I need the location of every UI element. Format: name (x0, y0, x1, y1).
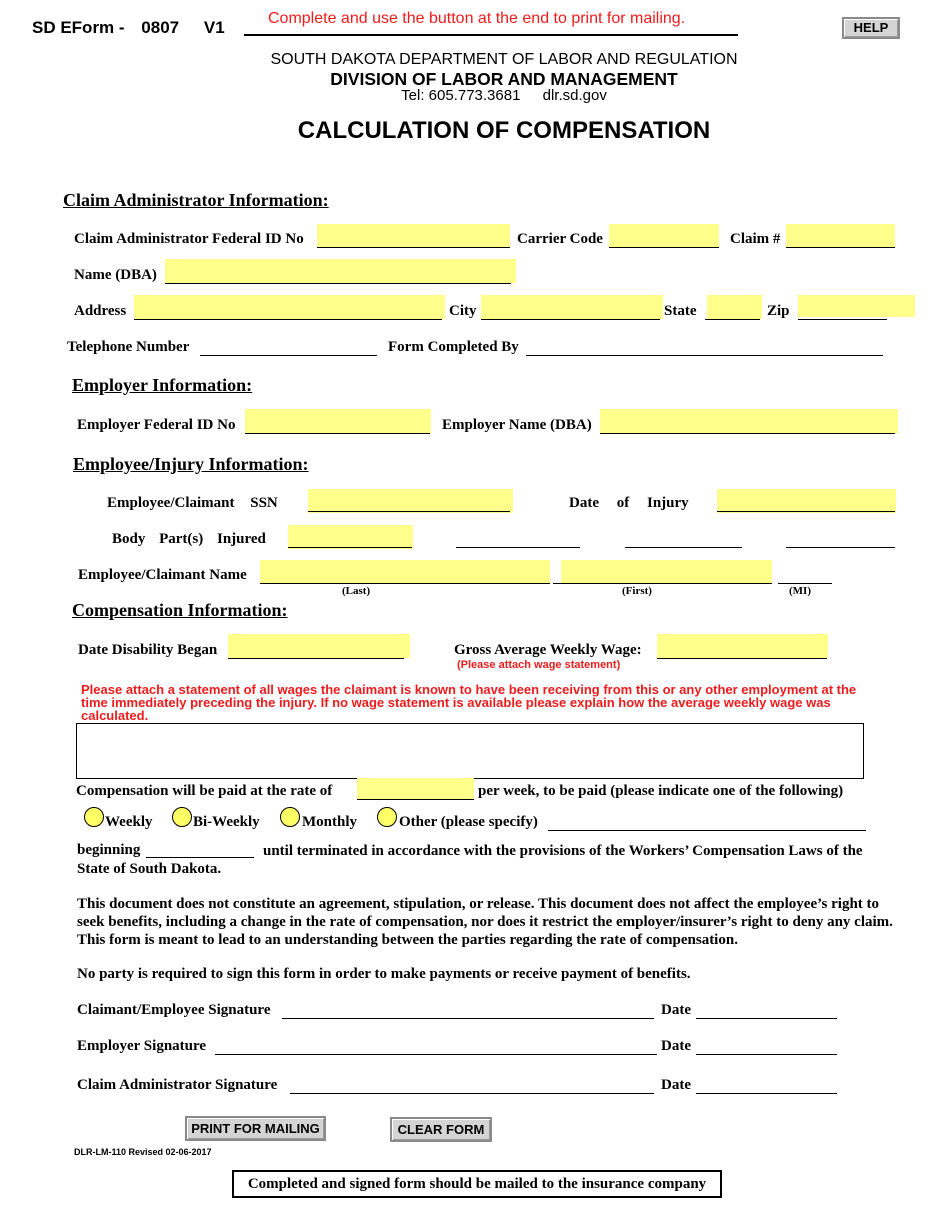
gross-wage-input[interactable] (657, 634, 828, 658)
monthly-label: Monthly (302, 814, 358, 830)
other-specify-input[interactable] (548, 830, 866, 831)
body-part-1-underline (288, 547, 412, 548)
biweekly-radio[interactable] (172, 807, 192, 827)
telephone-input[interactable] (200, 355, 377, 356)
disclaimer-paragraph: This document does not constitute an agreement, stipulation, or release. This document does not affect the employee’s right to seek benefits, including a change in the rate of compensation, nor does it restrict the employer/insurer’s right to deny any claim. This form is meant to lead to an understanding between the parties regarding the rate of compensation. (77, 896, 893, 948)
city-underline (481, 319, 660, 320)
claim-number-label: Claim # (730, 231, 781, 247)
contact-line (0, 87, 950, 104)
admin-signature-input[interactable] (290, 1093, 654, 1094)
date-of-injury-underline (717, 511, 895, 512)
phone-number: Tel: 605.773.3681 (401, 87, 521, 104)
weekly-label: Weekly (105, 814, 153, 830)
employer-name-input[interactable] (600, 409, 898, 433)
wage-explanation-textarea[interactable] (76, 723, 864, 779)
other-radio[interactable] (377, 807, 397, 827)
beginning-text: until terminated in accordance with the provisions of the Workers’ Compensation Laws of the State of South Dakota. (77, 843, 863, 877)
claim-admin-fein-input[interactable] (317, 224, 510, 248)
weekly-radio[interactable] (84, 807, 104, 827)
other-label: Other (please specify) (399, 814, 538, 830)
zip-input[interactable] (798, 295, 915, 317)
print-for-mailing-button[interactable]: PRINT FOR MAILING (185, 1116, 326, 1141)
ssn-label: Employee/Claimant SSN (107, 495, 278, 511)
claimant-signature-input[interactable] (282, 1018, 654, 1019)
clear-form-button[interactable]: CLEAR FORM (390, 1117, 492, 1142)
admin-signature-label: Claim Administrator Signature (77, 1077, 278, 1093)
employer-date-input[interactable] (696, 1054, 837, 1055)
zip-label: Zip (767, 303, 790, 319)
body-parts-label: Body Part(s) Injured (112, 531, 266, 547)
completed-by-input[interactable] (526, 355, 883, 356)
form-id-label: SD EForm - (32, 18, 125, 37)
last-name-input[interactable] (260, 560, 550, 584)
division-name: DIVISION OF LABOR AND MANAGEMENT (330, 69, 678, 89)
gross-wage-underline (657, 658, 827, 659)
date-disability-input[interactable] (228, 634, 410, 658)
city-input[interactable] (481, 295, 663, 319)
state-underline (705, 319, 760, 320)
employer-heading: Employer Information: (72, 375, 253, 395)
address-underline (134, 319, 442, 320)
revision-label: DLR-LM-110 Revised 02-06-2017 (74, 1147, 212, 1157)
claimant-signature-label: Claimant/Employee Signature (77, 1002, 271, 1018)
address-label: Address (74, 303, 127, 319)
admin-name-input[interactable] (165, 259, 516, 283)
page-title: CALCULATION OF COMPENSATION (297, 117, 711, 144)
carrier-code-label: Carrier Code (517, 231, 603, 247)
claim-number-underline (786, 247, 895, 248)
gross-wage-label: Gross Average Weekly Wage: (454, 642, 642, 658)
claim-admin-fein-label: Claim Administrator Federal ID No (74, 231, 304, 247)
carrier-code-underline (609, 247, 719, 248)
rate-input[interactable] (357, 778, 474, 800)
no-party-statement: No party is required to sign this form in order to make payments or receive payment of benefits. (77, 966, 691, 982)
ssn-input[interactable] (308, 489, 513, 513)
help-button[interactable]: HELP (842, 17, 900, 39)
city-label: City (449, 303, 477, 319)
claimant-date-label: Date (661, 1002, 691, 1018)
rate-label-continuation: per week, to be paid (please indicate one of the following) (478, 783, 844, 799)
carrier-code-input[interactable] (609, 224, 719, 248)
form-version: V1 (203, 18, 225, 37)
mailing-note: Completed and signed form should be mailed to the insurance company (247, 1176, 707, 1192)
compensation-heading: Compensation Information: (72, 600, 288, 620)
claimant-date-input[interactable] (696, 1018, 837, 1019)
telephone-label: Telephone Number (67, 339, 190, 355)
last-name-underline (260, 583, 550, 584)
employer-date-label: Date (661, 1038, 691, 1054)
admin-name-underline (165, 283, 511, 284)
wage-statement-note: (Please attach wage statement) (457, 659, 621, 671)
wage-instruction: Please attach a statement of all wages the claimant is known to have been receiving from this or any other employment at the time immediately preceding the injury. If no wage statement is available please explain how the average weekly wage was calculated. (81, 682, 857, 723)
date-of-injury-label: Date of Injury (569, 495, 689, 511)
middle-initial-input[interactable] (778, 583, 832, 584)
employer-fein-underline (245, 433, 430, 434)
first-name-input[interactable] (561, 560, 772, 584)
print-instruction: Complete and use the button at the end to print for mailing. (268, 10, 686, 27)
completed-by-label: Form Completed By (388, 339, 519, 355)
date-disability-underline (228, 658, 404, 659)
state-label: State (664, 303, 697, 319)
body-part-2-input[interactable] (456, 547, 580, 548)
rate-underline (357, 799, 474, 800)
header-rule (244, 34, 738, 36)
monthly-radio[interactable] (280, 807, 300, 827)
employee-heading: Employee/Injury Information: (73, 454, 309, 474)
claim-number-input[interactable] (786, 224, 895, 248)
body-part-3-input[interactable] (625, 547, 742, 548)
admin-date-label: Date (661, 1077, 691, 1093)
employer-name-label: Employer Name (DBA) (442, 417, 592, 433)
claim-admin-fein-underline (317, 247, 510, 248)
beginning-label: beginning (77, 842, 141, 858)
website: dlr.sd.gov (542, 87, 607, 104)
body-part-4-input[interactable] (786, 547, 895, 548)
employer-signature-label: Employer Signature (77, 1038, 207, 1054)
ssn-underline (308, 511, 510, 512)
form-number: 0807 (141, 18, 180, 37)
form-id (32, 18, 225, 38)
date-disability-label: Date Disability Began (78, 642, 218, 658)
employer-name-underline (600, 433, 895, 434)
department-name: SOUTH DAKOTA DEPARTMENT OF LABOR AND REGULATION (270, 51, 738, 68)
admin-name-label: Name (DBA) (74, 267, 157, 283)
zip-underline (798, 319, 887, 320)
first-name-underline (553, 583, 772, 584)
middle-initial-caption: (MI) (789, 585, 811, 597)
employee-name-label: Employee/Claimant Name (78, 567, 247, 583)
employer-signature-input[interactable] (215, 1054, 657, 1055)
admin-date-input[interactable] (696, 1093, 837, 1094)
address-input[interactable] (134, 295, 445, 319)
employer-fein-label: Employer Federal ID No (77, 417, 236, 433)
rate-label: Compensation will be paid at the rate of (76, 783, 333, 799)
claim-admin-heading: Claim Administrator Information: (63, 190, 329, 210)
state-input[interactable] (707, 295, 762, 319)
body-part-1-input[interactable] (288, 525, 413, 549)
date-of-injury-input[interactable] (717, 489, 896, 513)
employer-fein-input[interactable] (245, 409, 431, 433)
first-name-caption: (First) (622, 585, 652, 597)
biweekly-label: Bi-Weekly (193, 814, 260, 830)
last-name-caption: (Last) (342, 585, 371, 597)
mailing-note-box (232, 1170, 722, 1198)
